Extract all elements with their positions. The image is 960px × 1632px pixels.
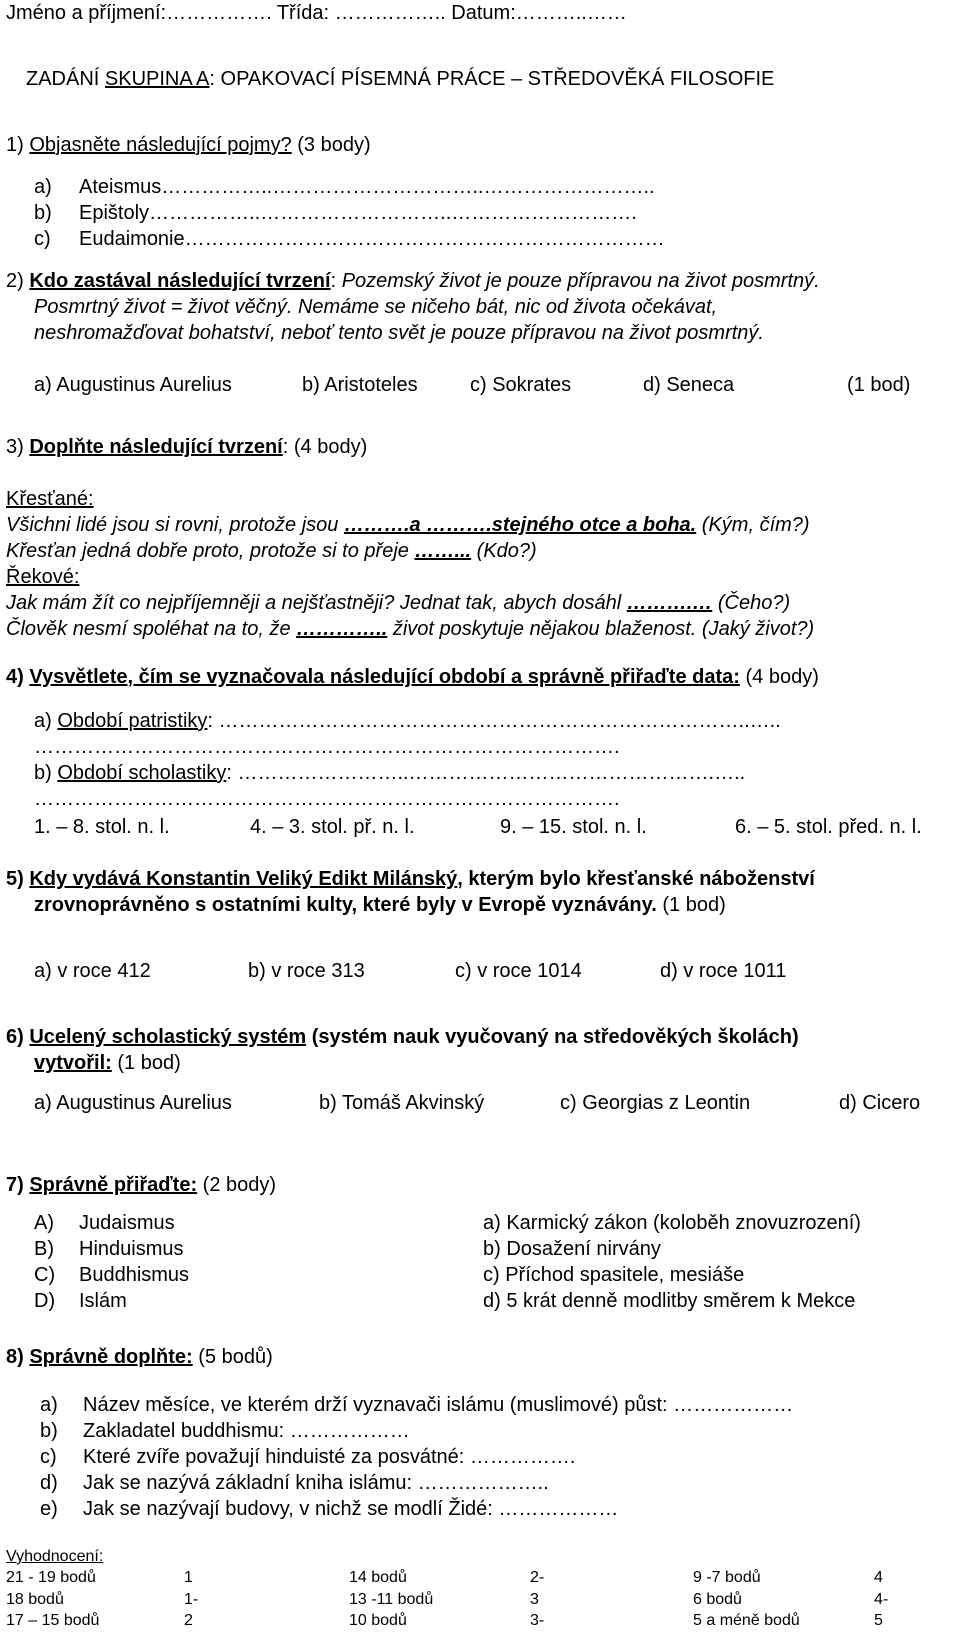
q1-item-c: [34, 228, 665, 251]
q4-item-b-continuation: …………………………………………………………………………….: [34, 788, 620, 810]
q6-option-a: a) Augustinus Aurelius: [34, 1092, 232, 1114]
item-text: Které zvíře považují hinduisté za posvátné: …………….: [83, 1446, 576, 1468]
q1-item-a: [34, 176, 655, 199]
question-2-heading: [6, 270, 820, 293]
grading-range: 21 - 19 bodů: [6, 1569, 96, 1586]
item-label: e): [40, 1498, 58, 1520]
q7-left-a: [34, 1212, 175, 1235]
question-text-cont: (systém nauk vyučovaný na středověkých školách): [306, 1026, 799, 1048]
blank: ……….a ……….stejného otce a boha.: [343, 514, 697, 536]
grading-row: [0, 1612, 960, 1632]
item-label: c): [34, 228, 51, 250]
item-label: B): [34, 1238, 54, 1260]
quote-line-1: Pozemský život je pouze přípravou na život posmrtný.: [341, 270, 820, 292]
question-5-heading: [6, 868, 815, 891]
q2-option-d: d) Seneca: [643, 374, 735, 396]
q4-item-b: [34, 762, 745, 785]
item-label: C): [34, 1264, 56, 1286]
q2-option-a: a) Augustinus Aurelius: [34, 374, 232, 396]
question-text-cont: , kterým bylo křesťanské náboženství: [457, 868, 815, 890]
q4-date-3: 9. – 15. stol. n. l.: [500, 816, 647, 838]
item-label: b): [34, 202, 52, 224]
question-5-heading-line-2: [34, 894, 726, 917]
q3-line-2: [6, 540, 537, 563]
question-text: Kdo zastával následující tvrzení: [29, 270, 331, 292]
question-points: (1 bod): [656, 894, 726, 916]
question-text: Kdy vydává: [29, 868, 147, 890]
question-points: (5 bodů): [192, 1346, 273, 1368]
question-number: 2): [6, 270, 30, 292]
question-7-heading: [6, 1174, 276, 1197]
question-8-heading: [6, 1346, 273, 1369]
item-text: Jak se nazývají budovy, v nichž se modlí Židé: ………………: [83, 1498, 619, 1520]
q5-option-b: b) v roce 313: [248, 960, 365, 982]
hint: (Kdo?): [471, 540, 537, 562]
question-text: Ucelený scholastický systém: [29, 1026, 307, 1048]
q7-right-a: a) Karmický zákon (koloběh znovuzrození): [483, 1212, 861, 1234]
item-label: b): [40, 1420, 58, 1442]
item-text: Epištoly……………..………………………..……………………….: [79, 202, 637, 224]
item-text: Období patristiky: [57, 710, 208, 732]
q6-option-d: d) Cicero: [839, 1092, 921, 1114]
header-name-line: Jméno a příjmení:……………. Třída: …………….. Datum:………..……: [6, 2, 627, 24]
christians-label: Křesťané:: [6, 488, 94, 510]
q3-line-1: [6, 514, 810, 537]
q8-item-a: [40, 1394, 793, 1417]
grading-range: 13 -11 bodů: [349, 1591, 434, 1608]
title-prefix: ZADÁNÍ: [26, 68, 105, 90]
grading-mark: 2-: [530, 1569, 545, 1586]
q7-left-c: [34, 1264, 189, 1287]
q1-item-b: [34, 202, 637, 225]
q7-left-d: [34, 1290, 127, 1313]
question-text-cont: zrovnoprávněno s ostatními kulty, které byly v Evropě vyznávány.: [34, 894, 657, 916]
item-label: a): [34, 176, 52, 198]
q4-item-a: [34, 710, 781, 733]
grading-range: 10 bodů: [349, 1612, 407, 1629]
line-text: Křesťan jedná dobře proto, protože si to přeje: [6, 540, 415, 562]
question-6-heading-line-2: [34, 1052, 181, 1075]
q3-line-3: [6, 592, 790, 615]
grading-range: 18 bodů: [6, 1591, 64, 1608]
item-label: c): [40, 1446, 57, 1468]
blank: ……...: [414, 540, 472, 562]
item-label: a): [34, 710, 58, 732]
grading-mark: 1-: [184, 1591, 199, 1608]
item-text: Islám: [79, 1290, 127, 1312]
line-text: Všichni lidé jsou si rovni, protože jsou: [6, 514, 344, 536]
question-points: (1 bod): [111, 1052, 181, 1074]
q2-option-c: c) Sokrates: [470, 374, 572, 396]
question-text-cont: vytvořil:: [34, 1052, 112, 1074]
question-6-heading: [6, 1026, 799, 1049]
page-title: [26, 68, 774, 91]
line-text: Jak mám žít co nejpříjemněji a nejšťastněji? Jednat tak, abych dosáhl: [6, 592, 627, 614]
question-colon: :: [282, 436, 294, 458]
q7-right-c: c) Příchod spasitele, mesiáše: [483, 1264, 745, 1286]
grading-range: 5 a méně bodů: [693, 1612, 800, 1629]
question-4-heading: [6, 666, 819, 689]
item-label: A): [34, 1212, 54, 1234]
item-text: Zakladatel buddhismu: ………………: [83, 1420, 410, 1442]
grading-range: 9 -7 bodů: [693, 1569, 761, 1586]
question-points: (4 body): [739, 666, 819, 688]
blank: ……….…: [626, 592, 713, 614]
grading-mark: 3: [530, 1591, 539, 1608]
item-label: b): [34, 762, 58, 784]
hint: (Kým, čím?): [696, 514, 810, 536]
grading-mark: 3-: [530, 1612, 545, 1629]
item-label: D): [34, 1290, 56, 1312]
q6-option-b: b) Tomáš Akvinský: [319, 1092, 485, 1114]
grading-title: Vyhodnocení:: [6, 1548, 104, 1565]
question-text: Správně doplňte:: [29, 1346, 193, 1368]
question-number: 7): [6, 1174, 30, 1196]
q6-option-c: c) Georgias z Leontin: [560, 1092, 751, 1114]
grading-row: [0, 1591, 960, 1611]
q4-date-4: 6. – 5. stol. před. n. l.: [735, 816, 922, 838]
title-group: SKUPINA A: [104, 68, 210, 90]
grading-mark: 4-: [874, 1591, 889, 1608]
hint: (Čeho?): [712, 592, 791, 614]
question-number: 8): [6, 1346, 30, 1368]
item-text: Eudaimonie………………………………………………………………: [79, 228, 665, 250]
item-text: Judaismus: [79, 1212, 175, 1234]
grading-mark: 4: [874, 1569, 883, 1586]
blank: …………..: [296, 618, 388, 640]
grading-range: 17 – 15 bodů: [6, 1612, 100, 1629]
item-text: Jak se nazývá základní kniha islámu: ………………..: [83, 1472, 549, 1494]
q4-date-2: 4. – 3. stol. př. n. l.: [250, 816, 415, 838]
q7-right-d: d) 5 krát denně modlitby směrem k Mekce: [483, 1290, 856, 1312]
question-emphasis: Konstantin Veliký Edikt Milánský: [146, 868, 458, 890]
grading-row: [0, 1569, 960, 1589]
question-points: (4 body): [293, 436, 368, 458]
grading-range: 14 bodů: [349, 1569, 407, 1586]
item-text: Ateismus……………..…………………………..……………………..: [79, 176, 655, 198]
q4-date-1: 1. – 8. stol. n. l.: [34, 816, 170, 838]
q2-option-b: b) Aristoteles: [302, 374, 418, 396]
q8-item-c: [40, 1446, 575, 1469]
question-number: 4): [6, 666, 30, 688]
grading-mark: 5: [874, 1612, 883, 1629]
question-number: 6): [6, 1026, 30, 1048]
grading-range: 6 bodů: [693, 1591, 742, 1608]
question-text: Objasněte následující pojmy?: [29, 134, 292, 156]
q5-option-a: a) v roce 412: [34, 960, 151, 982]
q5-option-d: d) v roce 1011: [660, 960, 787, 982]
line-text: Člověk nesmí spoléhat na to, že: [6, 618, 297, 640]
grading-mark: 1: [184, 1569, 193, 1586]
q8-item-d: [40, 1472, 549, 1495]
title-rest: : OPAKOVACÍ PÍSEMNÁ PRÁCE – STŘEDOVĚKÁ FILOSOFIE: [209, 68, 775, 90]
question-number: 5): [6, 868, 30, 890]
quote-line-3: neshromažďovat bohatství, neboť tento svět je pouze přípravou na život posmrtný.: [34, 322, 764, 344]
item-text: Buddhismus: [79, 1264, 190, 1286]
item-text: Období scholastiky: [57, 762, 227, 784]
greeks-label: Řekové:: [6, 566, 80, 588]
q7-right-b: b) Dosažení nirvány: [483, 1238, 661, 1260]
question-points: (3 body): [291, 134, 371, 156]
question-number: 1): [6, 134, 30, 156]
question-3-heading: [6, 436, 367, 459]
item-blank: : ……………………………………………………………………..…..: [207, 710, 781, 732]
item-text: Hinduismus: [79, 1238, 184, 1260]
quote-line-2: Posmrtný život = život věčný. Nemáme se ničeho bát, nic od života očekávat,: [34, 296, 718, 318]
q3-line-4: [6, 618, 814, 641]
question-colon: :: [330, 270, 342, 292]
q8-item-b: [40, 1420, 410, 1443]
question-number: 3): [6, 436, 30, 458]
q2-points: (1 bod): [847, 374, 911, 396]
q7-left-b: [34, 1238, 183, 1261]
question-1-heading: [6, 134, 371, 157]
q8-item-e: [40, 1498, 618, 1521]
question-points: (2 body): [197, 1174, 277, 1196]
q4-item-a-continuation: …………………………………………………………………………….: [34, 736, 620, 758]
question-text: Doplňte následující tvrzení: [29, 436, 283, 458]
q5-option-c: c) v roce 1014: [455, 960, 582, 982]
question-text: Vysvětlete, čím se vyznačovala následující období a správně přiřaďte data:: [29, 666, 740, 688]
item-label: a): [40, 1394, 58, 1416]
item-text: Název měsíce, ve kterém drží vyznavači islámu (muslimové) půst: ………………: [83, 1394, 794, 1416]
grading-mark: 2: [184, 1612, 193, 1629]
item-label: d): [40, 1472, 58, 1494]
hint: život poskytuje nějakou blaženost. (Jaký život?): [387, 618, 815, 640]
question-text: Správně přiřaďte:: [29, 1174, 198, 1196]
item-blank: : ……………………..……………………………………….…..: [226, 762, 746, 784]
